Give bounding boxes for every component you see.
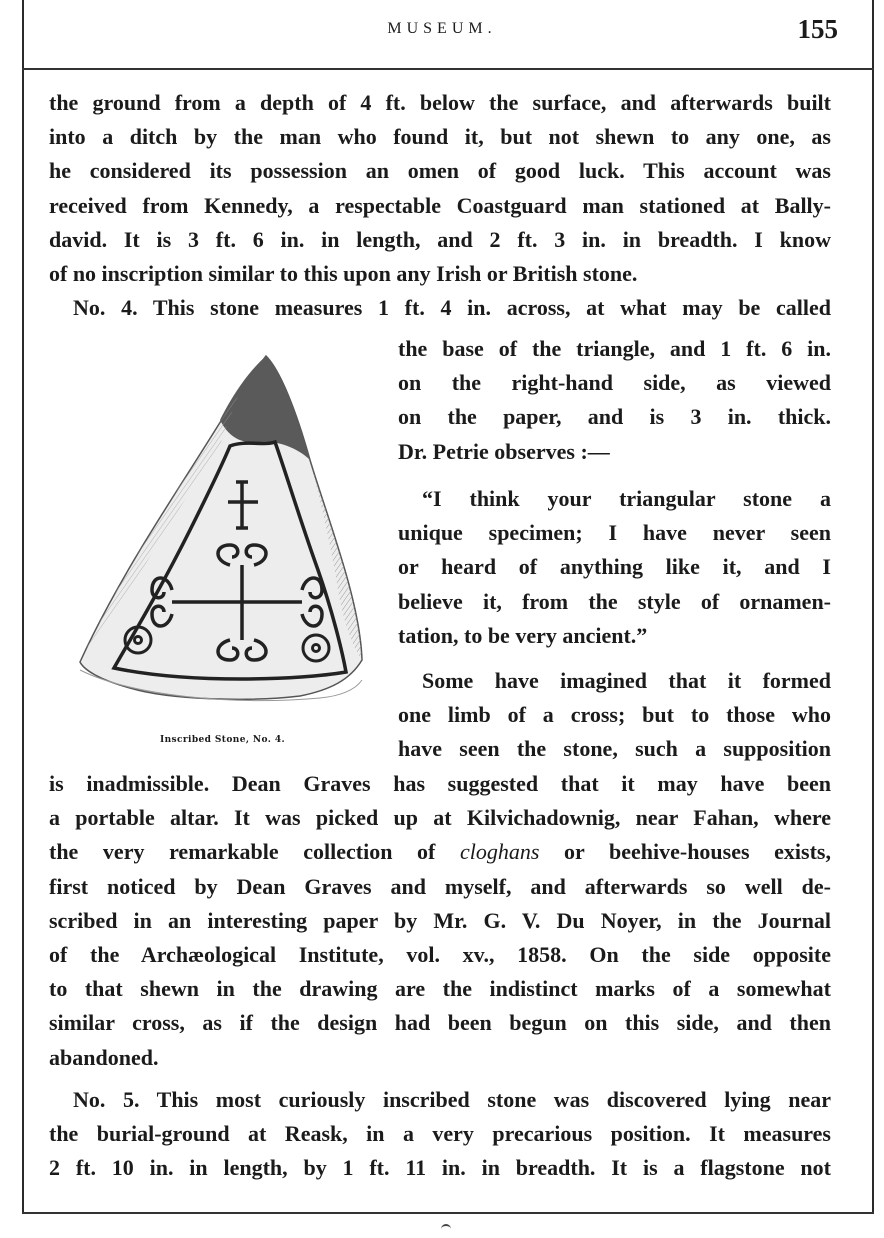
text-line: the base of the triangle, and 1 ft. 6 in. xyxy=(398,336,831,361)
page-number: 155 xyxy=(797,14,838,44)
text-line: believe it, from the style of ornamen- xyxy=(398,588,831,614)
text-line: abandoned. xyxy=(49,1044,159,1070)
text-segment: or beehive-houses exists, xyxy=(539,839,831,865)
text-line: of no inscription similar to this upon any Irish or British stone. xyxy=(49,261,638,287)
text-line: 2 ft. 10 in. in length, by 1 ft. 11 in. in breadth. It is a flagstone not xyxy=(49,1155,831,1181)
text-line: scribed in an interesting paper by Mr. G. V. Du Noyer, in the Journal xyxy=(49,907,831,933)
text-line: tation, to be very ancient.” xyxy=(398,622,648,648)
text-line: of the Archæological Institute, vol. xv., 1858. On the side opposite xyxy=(49,942,831,968)
running-head: MUSEUM. xyxy=(387,20,497,37)
right-column-text xyxy=(398,332,831,469)
text-line: received from Kennedy, a respectable Coastguard man stationed at Bally- xyxy=(49,192,831,218)
right-column-text-2 xyxy=(398,664,831,767)
main-paragraph-continued xyxy=(49,767,831,1075)
top-paragraph xyxy=(49,86,831,325)
text-line: into a ditch by the man who found it, but not shewn to any one, as xyxy=(49,124,831,150)
paragraph-no5 xyxy=(49,1083,831,1186)
text-line xyxy=(49,835,831,869)
text-line: one limb of a cross; but to those who xyxy=(398,702,831,728)
text-line: is inadmissible. Dean Graves has suggested that it may have been xyxy=(49,771,831,796)
text-line: david. It is 3 ft. 6 in. in length, and 2 ft. 3 in. in breadth. I know xyxy=(49,226,831,252)
text-line: a portable altar. It was picked up at Kilvichadownig, near Fahan, where xyxy=(49,805,831,831)
text-line: to that shewn in the drawing are the indistinct marks of a somewhat xyxy=(49,976,831,1002)
figure-caption: Inscribed Stone, No. 4. xyxy=(160,735,286,745)
text-line: No. 4. This stone measures 1 ft. 4 in. across, at what may be called xyxy=(73,295,831,321)
left-border xyxy=(22,0,24,1214)
signature-mark xyxy=(441,1224,451,1234)
header-rule xyxy=(22,68,874,70)
text-line: Some have imagined that it formed xyxy=(422,668,831,693)
text-line: have seen the stone, such a supposition xyxy=(398,736,831,762)
text-line: unique specimen; I have never seen xyxy=(398,520,831,546)
stone-drawing xyxy=(70,350,370,720)
text-line: he considered its possession an omen of good luck. This account was xyxy=(49,158,831,184)
text-line: or heard of anything like it, and I xyxy=(398,554,831,580)
italic-term: cloghans xyxy=(459,839,540,865)
text-line: Dr. Petrie observes :— xyxy=(398,438,610,464)
inscribed-stone-illustration xyxy=(70,350,370,720)
text-line: the ground from a depth of 4 ft. below the surface, and afterwards built xyxy=(49,90,831,115)
text-line: on the right-hand side, as viewed xyxy=(398,370,831,396)
text-line: No. 5. This most curiously inscribed stone was discovered lying near xyxy=(73,1087,831,1112)
text-segment: the very remarkable collection of xyxy=(49,839,460,865)
text-line: the burial-ground at Reask, in a very precarious position. It measures xyxy=(49,1121,831,1147)
text-line: on the paper, and is 3 in. thick. xyxy=(398,404,831,430)
petrie-quote xyxy=(398,482,831,653)
text-line: first noticed by Dean Graves and myself, and afterwards so well de- xyxy=(49,873,831,899)
footer-rule xyxy=(22,1212,874,1214)
text-line: similar cross, as if the design had been begun on this side, and then xyxy=(49,1010,831,1036)
right-border xyxy=(872,0,874,1214)
text-line: “I think your triangular stone a xyxy=(422,486,831,511)
